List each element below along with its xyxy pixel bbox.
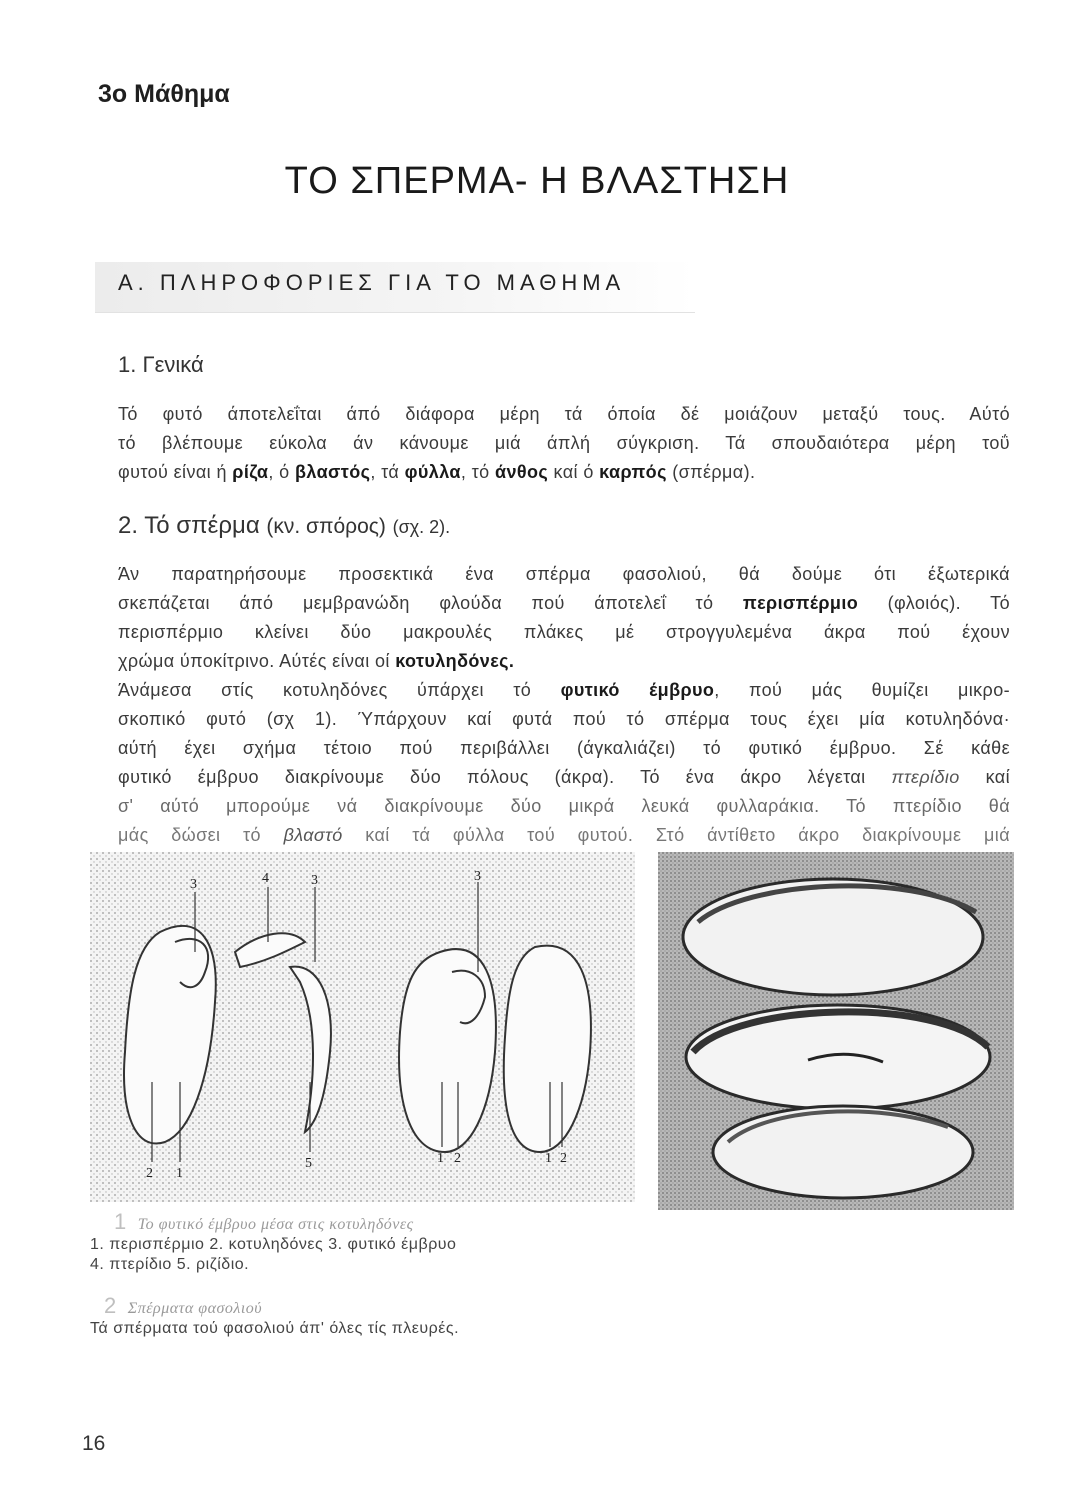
text: , τό [460,462,495,482]
figure-embryo-diagram [90,852,635,1202]
page-title: ΤΟ ΣΠΕΡΜΑ- Η ΒΛΑΣΤΗΣΗ [284,160,790,202]
fig1-label: 5 [305,1156,312,1171]
subsection-2-heading [118,512,450,540]
paragraph-general [118,400,1010,487]
caption-1-number: 1 [114,1209,127,1234]
fig1-label: 1 [545,1151,552,1166]
subsection-2-number: 2. [118,512,139,539]
text: (φλοιός). Τό [858,593,1010,613]
subsection-1-heading [118,352,204,378]
caption-2-title: Σπέρματα φασολιού [127,1300,263,1317]
text: , τά [370,462,405,482]
lesson-label: 3ο Μάθημα [98,80,230,108]
term-stem: βλαστός [295,462,371,482]
term-root: ρίζα [232,462,269,482]
text: καί [959,767,1010,787]
para2-line: Άν παρατηρήσουμε προσεκτικά ένα σπέρμα φασολιού, θά δούμε ότι έξωτερικά [118,564,1010,584]
term-cotyledons: κοτυληδόνες. [395,651,515,671]
paragraph-seed [118,560,1010,850]
text: , πού μάς θυμίζει μικρο- [714,680,1011,700]
subsection-2-title: Τό σπέρμα [144,512,260,539]
text: χρώμα ύποκίτρινο. Αύτές είναι οί [118,651,396,671]
fig1-label: 4 [262,871,269,886]
term-flower: άνθος [494,462,549,482]
para1-line [118,458,1010,487]
text: , ό [268,462,295,482]
section-heading: Α. ΠΛΗΡΟΦΟΡΙΕΣ ΓΙΑ ΤΟ ΜΑΘΗΜΑ [118,270,626,295]
caption-1-line: 4. πτερίδιο 5. ριζίδιο. [90,1256,250,1273]
text: σκεπάζεται άπό μεμβρανώδη φλούδα πού άποτελεΐ τό [118,593,743,613]
fig1-label: 2 [454,1151,461,1166]
bean-seed-top [713,1106,973,1198]
para1-line: Τό φυτό άποτελεΐται άπό διάφορα μέρη τά όποία δέ μοιάζουν μεταξύ τους. Αύτό [118,404,1010,424]
text: φυτού είναι ή [118,462,233,482]
page-number: 16 [82,1432,106,1455]
caption-figure-2 [90,1293,460,1339]
fig1-label: 1 [437,1151,444,1166]
para2-line [118,676,1010,705]
term-embryo: φυτικό έμβρυο [560,680,715,700]
fig1-label: 3 [474,869,481,884]
caption-figure-1 [90,1209,457,1275]
caption-2-line: Τά σπέρματα τού φασολιού άπ' όλες τίς πλευρές. [90,1320,460,1337]
term-plumule: πτερίδιο [891,767,960,787]
para2-line: περισπέρμιο κλείνει δύο μακρουλές πλάκες μέ στρογγυλεμένα άκρα πού έχουν [118,622,1010,642]
fig1-label: 2 [560,1151,567,1166]
text: φυτικό έμβρυο διακρίνουμε δύο πόλους (άκρα). Τό ένα άκρο λέγεται [118,767,892,787]
text: καί ό [548,462,600,482]
term-stem-italic: βλαστό [283,825,343,845]
caption-2-number: 2 [104,1293,117,1318]
para1-line: τό βλέπουμε εύκολα άν κάνουμε μιά άπλή σύγκριση. Τά σπουδαιότερα μέρη τοΰ [118,433,1010,453]
caption-1-title: Το φυτικό έμβρυο μέσα στις κοτυληδόνες [137,1216,414,1233]
text: μάς δώσει τό [118,825,284,845]
fig1-label: 2 [146,1166,153,1181]
subsection-1-title: Γενικά [142,352,204,377]
para2-line: σκοπικό φυτό (σχ 1). Ύπάρχουν καί φυτά πού τό σπέρμα τους έχει μία κοτυληδόνα· [118,709,1010,729]
text: καί τά φύλλα τού φυτού. Στό άντίθετο άκρο διακρίνουμε μιά [342,825,1010,845]
subsection-2-ref: (σχ. 2). [392,517,451,537]
para2-line [118,763,1010,792]
fig1-label: 3 [311,873,318,888]
term-leaves: φύλλα [404,462,461,482]
text: (σπέρμα). [666,462,756,482]
fig1-label: 1 [176,1166,183,1181]
subsection-2-extra: (κν. σπόρος) [266,515,386,538]
para2-line: σ' αύτό μπορούμε νά διακρίνουμε δύο μικρά λευκά φυλλαράκια. Τό πτερίδιο θά [118,796,1010,816]
subsection-1-number: 1. [118,352,137,377]
term-fruit: καρπός [599,462,667,482]
term-perisperm: περισπέρμιο [742,593,859,613]
caption-1-line: 1. περισπέρμιο 2. κοτυληδόνες 3. φυτικό έμβρυο [90,1236,457,1253]
caption-1-title-row [90,1209,456,1235]
fig1-label: 3 [190,877,197,892]
para2-line [118,589,1010,618]
para2-line [118,821,1010,850]
para2-line: αύτή έχει σχήμα τέτοιο πού περιβάλλει (άγκαλιάζει) τό φυτικό έμβρυο. Σέ κάθε [118,738,1010,758]
para2-line [118,647,1010,676]
text: Άνάμεσα στίς κοτυληδόνες ύπάρχει τό [118,680,561,700]
figure-bean-seeds [658,852,1014,1210]
caption-2-title-row [90,1293,459,1319]
